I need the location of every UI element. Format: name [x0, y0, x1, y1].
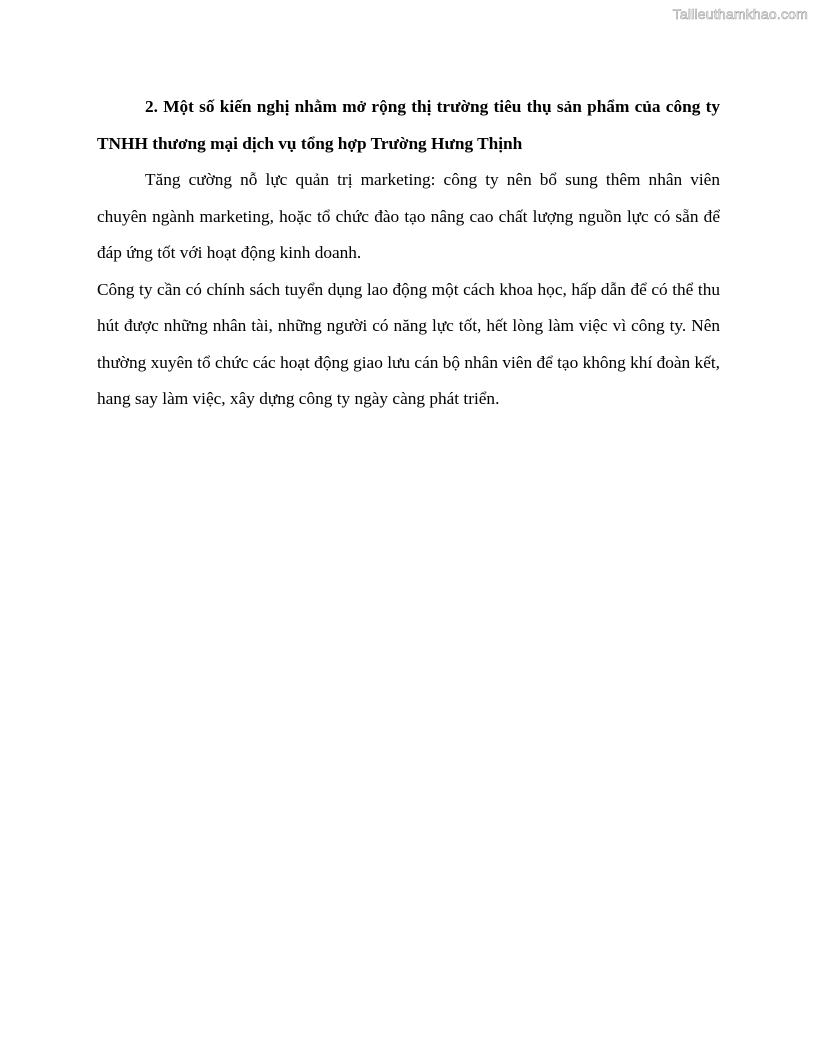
paragraph-recruitment: Công ty cần có chính sách tuyển dụng lao động một cách khoa học, hấp dẫn để có thể thu hút được những nhân tài, những người có năng lực tốt, hết lòng làm việc vì công ty. Nên thường xuyên tổ chức các hoạt động giao lưu cán bộ nhân viên để tạo không khí đoàn kết, hang say làm việc, xây dựng công ty ngày càng phát triển.	[97, 279, 720, 408]
document-body	[97, 89, 720, 418]
paragraph-marketing: Tăng cường nỗ lực quản trị marketing: công ty nên bổ sung thêm nhân viên chuyên ngành marketing, hoặc tổ chức đào tạo nâng cao chất lượng nguồn lực có sẵn để đáp ứng tốt với hoạt động kinh doanh.	[97, 170, 720, 262]
section-heading: 2. Một số kiến nghị nhằm mở rộng thị trường tiêu thụ sản phẩm của công ty TNHH thương mại dịch vụ tổng hợp Trường Hưng Thịnh	[97, 97, 720, 153]
watermark-logo-text: Tailieuthamkhao.com	[672, 6, 808, 22]
